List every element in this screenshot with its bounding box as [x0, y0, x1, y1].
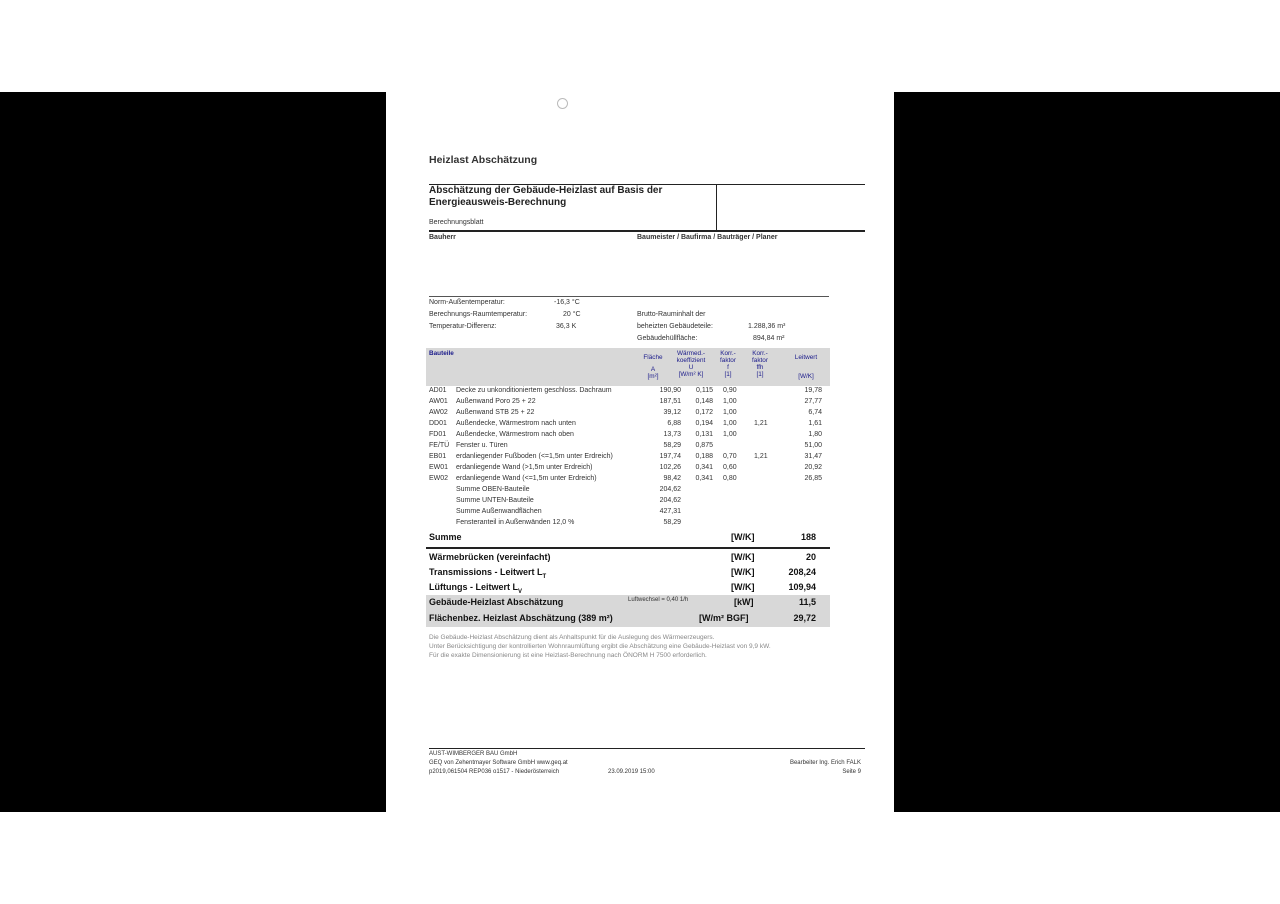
row-u: 0,341: [695, 475, 713, 482]
row-u: 0,115: [696, 387, 713, 394]
col-area-line: Fläche: [643, 354, 663, 361]
ventilation-label: [429, 582, 522, 595]
row-desc: Fenster u. Türen: [456, 442, 508, 449]
row-leitwert: 31,47: [804, 453, 822, 460]
air-change-note: Luftwechsel = 0,40 1/h: [628, 597, 689, 603]
row-u: 0,194: [695, 420, 713, 427]
note-1: Die Gebäude-Heizlast Abschätzung dient als Anhaltspunkt für die Auslegung des Wärmeerzeugers.: [429, 634, 715, 641]
gross-volume-value: 1.288,36 m³: [748, 323, 786, 330]
thermal-bridge-unit: [W/K]: [731, 552, 755, 562]
row-desc: erdanliegende Wand (<=1,5m unter Erdreich): [456, 475, 597, 482]
col-area: [640, 354, 666, 380]
heating-load-value: 11,5: [798, 597, 816, 607]
sum-value: 204,62: [659, 497, 681, 504]
letterbox-right: [894, 92, 1280, 812]
table-row: [429, 398, 829, 409]
col-f-line: faktor: [720, 357, 736, 364]
sum-row: [429, 486, 829, 497]
row-leitwert: 6,74: [808, 409, 822, 416]
row-ffh: 1,21: [754, 453, 768, 460]
row-f: 1,00: [723, 420, 737, 427]
transmission-subscript: T: [542, 573, 547, 580]
row-desc: erdanliegender Fußboden (<=1,5m unter Erdreich): [456, 453, 613, 460]
room-temp-value: 20 °C: [563, 311, 581, 318]
heating-load-label: Gebäude-Heizlast Abschätzung: [429, 597, 564, 607]
col-leitwert-line: Leitwert: [794, 354, 818, 361]
footer-author: Bearbeiter Ing. Erich FALK: [789, 760, 861, 766]
row-code: AD01: [429, 387, 447, 394]
table-row: [429, 475, 829, 486]
footer-software: GEQ von Zehentmayer Software GmbH www.geq.at: [429, 760, 568, 766]
gross-volume-label-2: beheizten Gebäudeteile:: [637, 323, 713, 330]
row-code: AW02: [429, 409, 448, 416]
row-area: 187,51: [659, 398, 681, 405]
norm-temp-label: Norm-Außentemperatur:: [429, 299, 505, 306]
temp-diff-value: 36,3 K: [556, 323, 577, 330]
sum-row: [429, 519, 829, 530]
row-area: 58,29: [663, 442, 681, 449]
row-desc: Außendecke, Wärmestrom nach unten: [456, 420, 576, 427]
transmission-label: [429, 567, 546, 580]
row-area: 197,74: [659, 453, 681, 460]
col-ffh: [747, 350, 773, 378]
transmission-unit: [W/K]: [731, 567, 755, 577]
sum-label: Summe OBEN-Bauteile: [456, 486, 530, 493]
area-load-value: 29,72: [793, 613, 816, 623]
col-u-symbol: U: [688, 364, 694, 371]
divider: [716, 184, 717, 230]
footer-ref: p2019,061504 REP036 o1517 - Niederösterreich: [429, 769, 560, 775]
heading-line-2: Energieausweis-Berechnung: [429, 197, 567, 208]
row-leitwert: 20,92: [804, 464, 822, 471]
builder-label: Baumeister / Baufirma / Bauträger / Planer: [637, 234, 778, 241]
gross-volume-label-1: Brutto-Rauminhalt der: [637, 311, 706, 318]
letterbox-left: [0, 92, 386, 812]
temp-diff-label: Temperatur-Differenz:: [429, 323, 497, 330]
col-f: [715, 350, 741, 378]
col-u: [671, 350, 711, 378]
row-u: 0,131: [695, 431, 713, 438]
row-desc: Decke zu unkonditioniertem geschloss. Dachraum: [456, 387, 612, 394]
room-temp-label: Berechnungs-Raumtemperatur:: [429, 311, 528, 318]
row-leitwert: 1,61: [808, 420, 822, 427]
table-row: [429, 409, 829, 420]
row-code: EW01: [429, 464, 449, 471]
ventilation-label-text: Lüftungs - Leitwert L: [429, 582, 518, 592]
row-code: EB01: [429, 453, 447, 460]
row-code: EW02: [429, 475, 449, 482]
col-area-unit: [m²]: [647, 373, 659, 380]
transmission-value: 208,24: [788, 567, 816, 577]
area-load-label: Flächenbez. Heizlast Abschätzung (389 m²): [429, 613, 613, 623]
table-row: [429, 442, 829, 453]
note-3: Für die exakte Dimensionierung ist eine Heizlast-Berechnung nach ÖNORM H 7500 erforderlich.: [429, 652, 707, 659]
row-u: 0,148: [695, 398, 713, 405]
punch-hole-icon: [557, 98, 568, 109]
transmission-label-text: Transmissions - Leitwert L: [429, 567, 543, 577]
row-area: 13,73: [663, 431, 681, 438]
row-desc: Außenwand STB 25 + 22: [456, 409, 535, 416]
sum-row: [429, 497, 829, 508]
thermal-bridge-value: 20: [805, 552, 816, 562]
row-f: 0,90: [723, 387, 737, 394]
summe-label: Summe: [429, 532, 462, 542]
envelope-value: 894,84 m²: [753, 335, 785, 342]
col-f-unit: [1]: [724, 371, 732, 378]
divider: [429, 230, 865, 232]
norm-temp-value: -16,3 °C: [554, 299, 580, 306]
divider: [426, 547, 830, 549]
table-row: [429, 431, 829, 442]
row-ffh: 1,21: [754, 420, 768, 427]
sum-label: Fensteranteil in Außenwänden 12,0 %: [456, 519, 575, 526]
table-row: [429, 453, 829, 464]
row-desc: erdanliegende Wand (>1,5m unter Erdreich): [456, 464, 593, 471]
ventilation-unit: [W/K]: [731, 582, 755, 592]
ventilation-value: 109,94: [788, 582, 816, 592]
col-bauteile: Bauteile: [429, 350, 454, 357]
document-page[interactable]: [386, 92, 894, 812]
note-2: Unter Berücksichtigung der kontrollierten Wohnraumlüftung ergibt die Abschätzung eine Gebäude-Heizlast von 9,9 kW.: [429, 643, 771, 650]
col-leitwert-unit: [W/K]: [798, 373, 814, 380]
row-leitwert: 26,85: [804, 475, 822, 482]
row-f: 1,00: [723, 431, 737, 438]
sum-label: Summe Außenwandflächen: [456, 508, 542, 515]
ventilation-subscript: V: [518, 588, 523, 595]
footer-page-number: Seite 9: [842, 769, 861, 775]
row-f: 0,60: [723, 464, 737, 471]
col-f-symbol: f: [727, 364, 729, 371]
row-leitwert: 51,00: [804, 442, 822, 449]
sheet-label: Berechnungsblatt: [429, 219, 484, 226]
row-area: 39,12: [663, 409, 681, 416]
table-row: [429, 387, 829, 398]
row-f: 0,70: [723, 453, 737, 460]
col-leitwert: [788, 354, 824, 380]
sum-value: 204,62: [659, 486, 681, 493]
col-u-line: Wärmed.-: [676, 350, 706, 357]
footer-company: AUST-WIMBERGER BAU GmbH: [429, 751, 518, 757]
sum-label: Summe UNTEN-Bauteile: [456, 497, 534, 504]
row-u: 0,188: [695, 453, 713, 460]
row-leitwert: 27,77: [804, 398, 822, 405]
table-header: [426, 348, 830, 386]
row-leitwert: 19,78: [804, 387, 822, 394]
col-ffh-unit: [1]: [756, 371, 764, 378]
row-leitwert: 1,80: [808, 431, 822, 438]
row-u: 0,875: [695, 442, 713, 449]
row-f: 1,00: [723, 398, 737, 405]
row-desc: Außenwand Poro 25 + 22: [456, 398, 536, 405]
col-u-unit: [W/m² K]: [678, 371, 704, 378]
row-area: 102,26: [659, 464, 681, 471]
page-title: Heizlast Abschätzung: [429, 154, 538, 166]
heating-load-unit: [kW]: [734, 597, 754, 607]
envelope-label: Gebäudehüllfläche:: [637, 335, 698, 342]
sum-value: 58,29: [663, 519, 681, 526]
footer-date: 23.09.2019 15:00: [608, 769, 655, 775]
thermal-bridge-label: Wärmebrücken (vereinfacht): [429, 552, 551, 562]
divider: [429, 296, 829, 297]
col-u-line: koeffizient: [676, 357, 706, 364]
sum-value: 427,31: [659, 508, 681, 515]
footer-divider: [429, 748, 865, 749]
row-area: 190,90: [659, 387, 681, 394]
row-area: 98,42: [663, 475, 681, 482]
col-area-symbol: A: [650, 366, 656, 373]
row-u: 0,172: [695, 409, 713, 416]
row-area: 6,88: [667, 420, 681, 427]
summe-value: 188: [800, 532, 816, 542]
row-f: 0,80: [723, 475, 737, 482]
col-ffh-symbol: ffh: [756, 364, 764, 371]
owner-label: Bauherr: [429, 234, 456, 241]
table-row: [429, 464, 829, 475]
row-code: FD01: [429, 431, 447, 438]
heading-line-1: Abschätzung der Gebäude-Heizlast auf Basis der: [429, 185, 663, 196]
area-load-unit: [W/m² BGF]: [699, 613, 749, 623]
sum-row: [429, 508, 829, 519]
col-ffh-line: faktor: [752, 357, 768, 364]
row-code: FE/TÜ: [429, 442, 450, 449]
summe-unit: [W/K]: [731, 532, 755, 542]
row-desc: Außendecke, Wärmestrom nach oben: [456, 431, 574, 438]
row-u: 0,341: [695, 464, 713, 471]
heading: [429, 185, 662, 209]
row-code: DD01: [429, 420, 447, 427]
row-code: AW01: [429, 398, 448, 405]
row-f: 1,00: [723, 409, 737, 416]
col-ffh-line: Korr.-: [752, 350, 768, 357]
table-row: [429, 420, 829, 431]
col-f-line: Korr.-: [720, 350, 736, 357]
